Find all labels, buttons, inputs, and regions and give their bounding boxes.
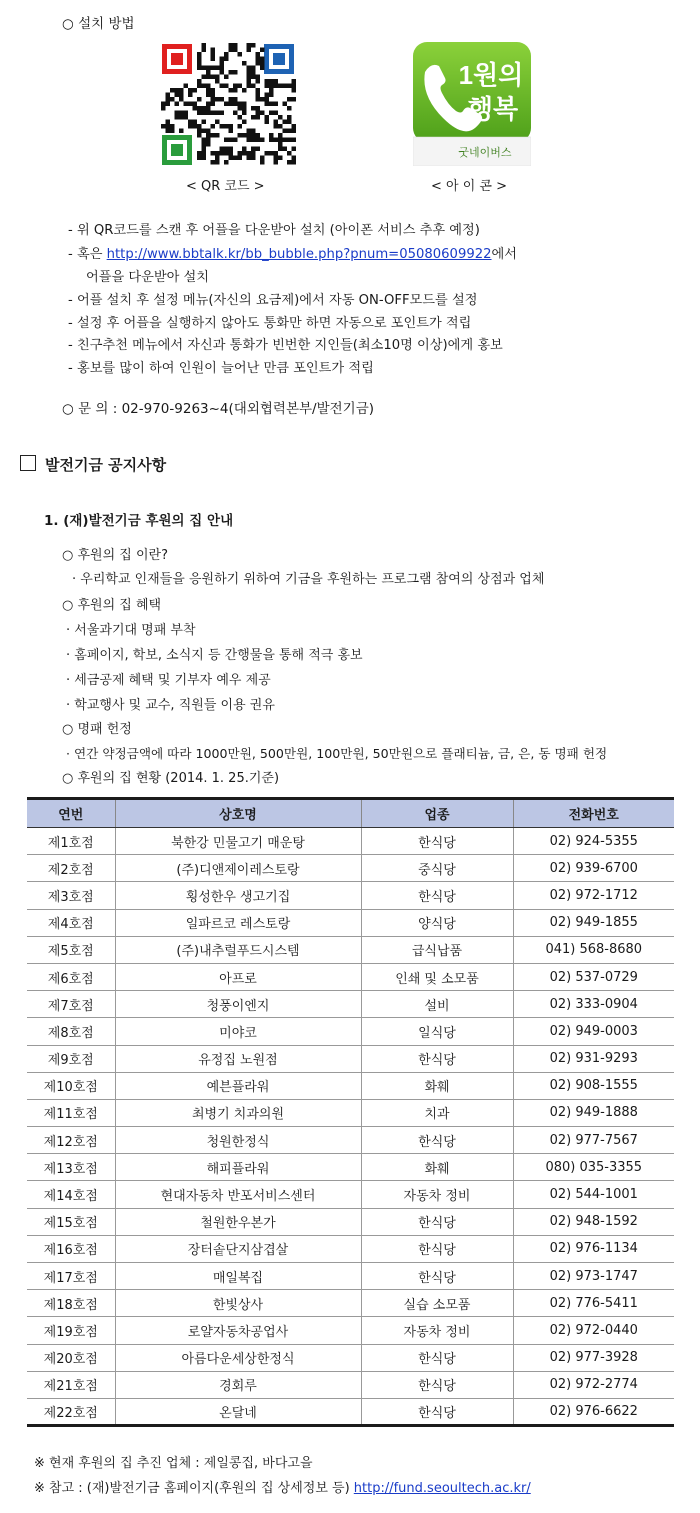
store-number: 제8호점 bbox=[27, 1018, 115, 1045]
notice-q1: ○ 후원의 집 이란? bbox=[62, 548, 168, 563]
store-category: 한식당 bbox=[361, 1398, 513, 1425]
store-category: 한식당 bbox=[361, 828, 513, 855]
table-row bbox=[27, 1018, 674, 1045]
store-name: 로얄자동차공업사 bbox=[115, 1317, 361, 1344]
store-number: 제5호점 bbox=[27, 936, 115, 963]
table-row bbox=[27, 991, 674, 1018]
store-number: 제9호점 bbox=[27, 1045, 115, 1072]
store-name: 일파르코 레스토랑 bbox=[115, 909, 361, 936]
install-bullet: - 위 QR코드를 스캔 후 어플을 다운받아 설치 (아이폰 서비스 추후 예정) bbox=[68, 223, 480, 238]
store-category: 한식당 bbox=[361, 1263, 513, 1290]
store-name: 철원한우본가 bbox=[115, 1208, 361, 1235]
app-icon-brand: 굿네이버스 bbox=[458, 147, 512, 159]
download-link-line2: 어플을 다운받아 설치 bbox=[86, 270, 210, 285]
store-category: 화훼 bbox=[361, 1154, 513, 1181]
store-number: 제11호점 bbox=[27, 1099, 115, 1126]
table-header-row bbox=[27, 799, 674, 828]
store-category: 화훼 bbox=[361, 1072, 513, 1099]
download-link-prefix: - 혹은 bbox=[68, 247, 107, 262]
store-phone: 02) 776-5411 bbox=[513, 1290, 674, 1317]
store-number: 제7호점 bbox=[27, 991, 115, 1018]
store-phone: 041) 568-8680 bbox=[513, 936, 674, 963]
store-phone: 02) 949-1888 bbox=[513, 1099, 674, 1126]
store-category: 한식당 bbox=[361, 1127, 513, 1154]
store-phone: 02) 972-0440 bbox=[513, 1317, 674, 1344]
store-name: 아프로 bbox=[115, 963, 361, 990]
notice-q2: ○ 후원의 집 혜택 bbox=[62, 598, 162, 613]
table-row bbox=[27, 909, 674, 936]
install-bullet: - 친구추천 메뉴에서 자신과 통화가 빈번한 지인들(최소10명 이상)에게 홍보 bbox=[68, 338, 503, 353]
store-category: 자동차 정비 bbox=[361, 1317, 513, 1344]
store-phone: 02) 544-1001 bbox=[513, 1181, 674, 1208]
notice-q3: ○ 명패 헌정 bbox=[62, 722, 132, 737]
notice-q1-answer: · 우리학교 인재들을 응원하기 위하여 기금을 후원하는 프로그램 참여의 상점과 업체 bbox=[72, 572, 545, 587]
store-name: 횡성한우 생고기집 bbox=[115, 882, 361, 909]
table-row bbox=[27, 1344, 674, 1371]
store-name: 아름다운세상한정식 bbox=[115, 1344, 361, 1371]
table-row bbox=[27, 936, 674, 963]
store-number: 제4호점 bbox=[27, 909, 115, 936]
store-name: 한빛상사 bbox=[115, 1290, 361, 1317]
store-number: 제18호점 bbox=[27, 1290, 115, 1317]
store-number: 제22호점 bbox=[27, 1398, 115, 1425]
table-row bbox=[27, 1290, 674, 1317]
fund-homepage-link[interactable]: http://fund.seoultech.ac.kr/ bbox=[353, 1481, 531, 1496]
store-name: 예븐플라워 bbox=[115, 1072, 361, 1099]
store-name: 미야코 bbox=[115, 1018, 361, 1045]
store-phone: 02) 977-3928 bbox=[513, 1344, 674, 1371]
store-category: 실습 소모품 bbox=[361, 1290, 513, 1317]
store-category: 일식당 bbox=[361, 1018, 513, 1045]
store-phone: 080) 035-3355 bbox=[513, 1154, 674, 1181]
notice-title: 1. (재)발전기금 후원의 집 안내 bbox=[44, 513, 234, 529]
store-number: 제16호점 bbox=[27, 1235, 115, 1262]
store-phone: 02) 973-1747 bbox=[513, 1263, 674, 1290]
qr-code-image bbox=[160, 42, 296, 167]
store-category: 한식당 bbox=[361, 1045, 513, 1072]
store-name: 경회루 bbox=[115, 1371, 361, 1398]
store-name: 유정집 노원점 bbox=[115, 1045, 361, 1072]
benefit-item: · 세금공제 혜택 및 기부자 예우 제공 bbox=[66, 673, 271, 688]
store-phone: 02) 972-1712 bbox=[513, 882, 674, 909]
benefit-item: · 학교행사 및 교수, 직원들 이용 권유 bbox=[66, 698, 275, 713]
install-heading: ○ 설치 방법 bbox=[62, 16, 135, 32]
table-row bbox=[27, 828, 674, 855]
store-phone: 02) 977-7567 bbox=[513, 1127, 674, 1154]
table-row bbox=[27, 1398, 674, 1425]
section-checkbox-icon bbox=[20, 455, 36, 471]
store-category: 한식당 bbox=[361, 1344, 513, 1371]
header-phone: 전화번호 bbox=[513, 799, 674, 828]
app-caption: < 아 이 콘 > bbox=[431, 179, 507, 194]
store-category: 급식납품 bbox=[361, 936, 513, 963]
store-name: 장터솥단지삼겹살 bbox=[115, 1235, 361, 1262]
table-row bbox=[27, 1208, 674, 1235]
table-row bbox=[27, 1317, 674, 1344]
store-number: 제21호점 bbox=[27, 1371, 115, 1398]
store-phone: 02) 931-9293 bbox=[513, 1045, 674, 1072]
store-number: 제10호점 bbox=[27, 1072, 115, 1099]
table-row bbox=[27, 1263, 674, 1290]
store-number: 제20호점 bbox=[27, 1344, 115, 1371]
notice-q3-answer: · 연간 약정금액에 따라 1000만원, 500만원, 100만원, 50만원으로 플래티늄, 금, 은, 동 명패 헌정 bbox=[66, 746, 608, 761]
download-link-line bbox=[68, 243, 517, 262]
store-phone: 02) 948-1592 bbox=[513, 1208, 674, 1235]
table-row bbox=[27, 1371, 674, 1398]
store-category: 설비 bbox=[361, 991, 513, 1018]
store-category: 자동차 정비 bbox=[361, 1181, 513, 1208]
store-category: 중식당 bbox=[361, 855, 513, 882]
store-category: 인쇄 및 소모품 bbox=[361, 963, 513, 990]
download-link[interactable]: http://www.bbtalk.kr/bb_bubble.php?pnum=05080609922 bbox=[106, 247, 492, 262]
header-number: 연번 bbox=[27, 799, 115, 828]
header-store-name: 상호명 bbox=[115, 799, 361, 828]
store-name: (주)내추럴푸드시스템 bbox=[115, 936, 361, 963]
store-phone: 02) 333-0904 bbox=[513, 991, 674, 1018]
store-category: 양식당 bbox=[361, 909, 513, 936]
store-phone: 02) 924-5355 bbox=[513, 828, 674, 855]
store-name: 온달네 bbox=[115, 1398, 361, 1425]
benefit-item: · 서울과기대 명패 부착 bbox=[66, 623, 196, 638]
store-number: 제1호점 bbox=[27, 828, 115, 855]
store-phone: 02) 537-0729 bbox=[513, 963, 674, 990]
sponsor-store-table bbox=[27, 797, 674, 1427]
store-number: 제12호점 bbox=[27, 1127, 115, 1154]
store-phone: 02) 908-1555 bbox=[513, 1072, 674, 1099]
store-name: 최병기 치과의원 bbox=[115, 1099, 361, 1126]
table-row bbox=[27, 1099, 674, 1126]
store-phone: 02) 949-1855 bbox=[513, 909, 674, 936]
download-link-suffix: 에서 bbox=[491, 247, 517, 262]
install-bullet: - 어플 설치 후 설정 메뉴(자신의 요금제)에서 자동 ON-OFF모드를 설정 bbox=[68, 293, 478, 308]
store-name: 청풍이엔지 bbox=[115, 991, 361, 1018]
footer-reference-text: ※ 참고 : (재)발전기금 홈페이지(후원의 집 상세정보 등) bbox=[34, 1481, 354, 1496]
contact-info: ○ 문 의 : 02-970-9263~4(대외협력본부/발전기금) bbox=[62, 401, 375, 417]
store-number: 제13호점 bbox=[27, 1154, 115, 1181]
app-icon-line2: 행복 bbox=[467, 94, 519, 124]
store-name: 매일복집 bbox=[115, 1263, 361, 1290]
notice-q4: ○ 후원의 집 현황 (2014. 1. 25.기준) bbox=[62, 771, 280, 786]
store-number: 제6호점 bbox=[27, 963, 115, 990]
table-row bbox=[27, 963, 674, 990]
store-phone: 02) 949-0003 bbox=[513, 1018, 674, 1045]
store-name: 현대자동차 반포서비스센터 bbox=[115, 1181, 361, 1208]
store-name: 북한강 민물고기 매운탕 bbox=[115, 828, 361, 855]
table-row bbox=[27, 1045, 674, 1072]
store-category: 치과 bbox=[361, 1099, 513, 1126]
table-row bbox=[27, 855, 674, 882]
store-number: 제17호점 bbox=[27, 1263, 115, 1290]
store-number: 제2호점 bbox=[27, 855, 115, 882]
store-name: 청원한정식 bbox=[115, 1127, 361, 1154]
store-category: 한식당 bbox=[361, 882, 513, 909]
table-row bbox=[27, 882, 674, 909]
store-phone: 02) 939-6700 bbox=[513, 855, 674, 882]
store-number: 제15호점 bbox=[27, 1208, 115, 1235]
store-number: 제19호점 bbox=[27, 1317, 115, 1344]
store-number: 제3호점 bbox=[27, 882, 115, 909]
install-bullet: - 설정 후 어플을 실행하지 않아도 통화만 하면 자동으로 포인트가 적립 bbox=[68, 316, 472, 331]
store-phone: 02) 976-6622 bbox=[513, 1398, 674, 1425]
table-row bbox=[27, 1181, 674, 1208]
store-category: 한식당 bbox=[361, 1371, 513, 1398]
table-row bbox=[27, 1154, 674, 1181]
store-phone: 02) 972-2774 bbox=[513, 1371, 674, 1398]
app-icon[interactable] bbox=[413, 42, 531, 166]
qr-caption: < QR 코드 > bbox=[186, 179, 265, 194]
header-category: 업종 bbox=[361, 799, 513, 828]
footer-reference bbox=[34, 1477, 531, 1496]
store-category: 한식당 bbox=[361, 1208, 513, 1235]
app-icon-line1: 1원의 bbox=[458, 60, 524, 90]
table-row bbox=[27, 1072, 674, 1099]
footer-note: ※ 현재 후원의 집 추진 업체 : 제일콩집, 바다고을 bbox=[34, 1456, 313, 1471]
table-row bbox=[27, 1235, 674, 1262]
benefit-item: · 홈페이지, 학보, 소식지 등 간행물을 통해 적극 홍보 bbox=[66, 648, 363, 663]
store-name: (주)디앤제이레스토랑 bbox=[115, 855, 361, 882]
install-bullet: - 홍보를 많이 하여 인원이 늘어난 만큼 포인트가 적립 bbox=[68, 361, 374, 376]
store-category: 한식당 bbox=[361, 1235, 513, 1262]
table-row bbox=[27, 1127, 674, 1154]
section-title: 발전기금 공지사항 bbox=[45, 456, 167, 474]
store-phone: 02) 976-1134 bbox=[513, 1235, 674, 1262]
store-name: 해피플라워 bbox=[115, 1154, 361, 1181]
store-number: 제14호점 bbox=[27, 1181, 115, 1208]
